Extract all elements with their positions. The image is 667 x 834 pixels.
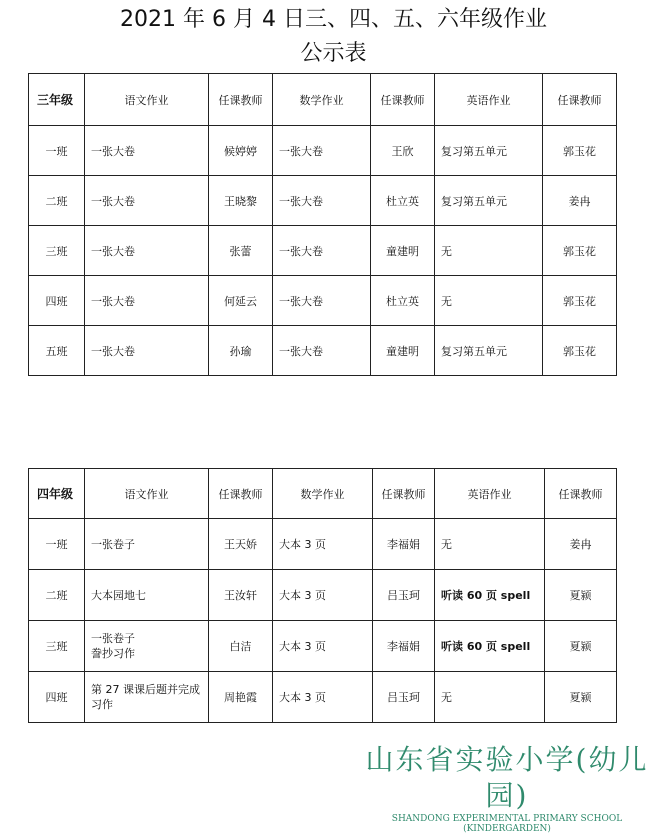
english-teacher: 郭玉花 (543, 276, 617, 326)
grade4-table (28, 468, 617, 723)
english-teacher: 夏颍 (545, 672, 617, 723)
math-hw: 一张大卷 (273, 126, 371, 176)
chinese-hw: 一张大卷 (85, 176, 209, 226)
header-chinese: 语文作业 (85, 469, 209, 519)
header-teacher: 任课教师 (373, 469, 435, 519)
header-teacher: 任课教师 (209, 74, 273, 126)
math-teacher: 李福娟 (373, 519, 435, 570)
class-cell: 四班 (29, 276, 85, 326)
class-cell: 二班 (29, 570, 85, 621)
class-cell: 一班 (29, 126, 85, 176)
english-hw: 复习第五单元 (435, 326, 543, 376)
english-hw: 无 (435, 519, 545, 570)
chinese-teacher: 白洁 (209, 621, 273, 672)
table-row (29, 276, 617, 326)
table-row (29, 519, 617, 570)
math-hw: 一张大卷 (273, 276, 371, 326)
english-hw: 无 (435, 226, 543, 276)
english-teacher: 姜冉 (543, 176, 617, 226)
math-teacher: 吕玉珂 (373, 570, 435, 621)
school-logo (357, 742, 657, 834)
math-teacher: 李福娟 (373, 621, 435, 672)
class-cell: 三班 (29, 226, 85, 276)
header-math: 数学作业 (273, 74, 371, 126)
chinese-teacher: 候婷婷 (209, 126, 273, 176)
math-hw: 大本 3 页 (273, 621, 373, 672)
table-row (29, 570, 617, 621)
table-row (29, 672, 617, 723)
table-row (29, 326, 617, 376)
chinese-hw: 第 27 课课后题并完成习作 (85, 672, 209, 723)
english-teacher: 郭玉花 (543, 226, 617, 276)
table-row (29, 126, 617, 176)
chinese-teacher: 王天娇 (209, 519, 273, 570)
english-hw: 无 (435, 672, 545, 723)
english-hw: 复习第五单元 (435, 176, 543, 226)
table-row (29, 621, 617, 672)
chinese-hw: 一张大卷 (85, 126, 209, 176)
table-row (29, 226, 617, 276)
english-teacher: 郭玉花 (543, 126, 617, 176)
header-english: 英语作业 (435, 469, 545, 519)
class-cell: 三班 (29, 621, 85, 672)
header-chinese: 语文作业 (85, 74, 209, 126)
table-header-row (29, 469, 617, 519)
chinese-teacher: 何延云 (209, 276, 273, 326)
english-teacher: 夏颍 (545, 621, 617, 672)
math-hw: 一张大卷 (273, 226, 371, 276)
chinese-hw: 一张大卷 (85, 226, 209, 276)
class-cell: 一班 (29, 519, 85, 570)
chinese-teacher: 张蕾 (209, 226, 273, 276)
table-row (29, 176, 617, 226)
english-hw: 听读 60 页 spell (435, 621, 545, 672)
math-teacher: 王欣 (371, 126, 435, 176)
english-teacher: 姜冉 (545, 519, 617, 570)
math-teacher: 童建明 (371, 326, 435, 376)
math-teacher: 童建明 (371, 226, 435, 276)
header-teacher: 任课教师 (209, 469, 273, 519)
math-teacher: 杜立英 (371, 276, 435, 326)
school-name-en: SHANDONG EXPERIMENTAL PRIMARY SCHOOL (KINDERGARDEN) (391, 814, 623, 834)
english-teacher: 郭玉花 (543, 326, 617, 376)
chinese-hw: 一张卷子 誊抄习作 (85, 621, 209, 672)
english-hw: 复习第五单元 (435, 126, 543, 176)
chinese-hw: 一张大卷 (85, 326, 209, 376)
school-name-cn: 山东省实验小学(幼儿园) (365, 743, 649, 812)
table-header-row (29, 74, 617, 126)
math-hw: 一张大卷 (273, 176, 371, 226)
page-title: 2021 年 6 月 4 日三、四、五、六年级作业 (120, 7, 547, 32)
class-cell: 二班 (29, 176, 85, 226)
chinese-hw: 一张卷子 (85, 519, 209, 570)
math-hw: 大本 3 页 (273, 672, 373, 723)
chinese-teacher: 王汝轩 (209, 570, 273, 621)
chinese-hw: 大本园地七 (85, 570, 209, 621)
chinese-hw: 一张大卷 (85, 276, 209, 326)
header-teacher: 任课教师 (543, 74, 617, 126)
math-teacher: 吕玉珂 (373, 672, 435, 723)
chinese-teacher: 周艳霞 (209, 672, 273, 723)
math-teacher: 杜立英 (371, 176, 435, 226)
grade-label: 四年级 (29, 469, 85, 519)
page-subtitle: 公示表 (300, 41, 367, 66)
header-teacher: 任课教师 (371, 74, 435, 126)
class-cell: 四班 (29, 672, 85, 723)
english-hw: 无 (435, 276, 543, 326)
chinese-teacher: 王晓黎 (209, 176, 273, 226)
header-math: 数学作业 (273, 469, 373, 519)
grade3-table (28, 73, 617, 376)
english-hw: 听读 60 页 spell (435, 570, 545, 621)
grade-label: 三年级 (29, 74, 85, 126)
math-hw: 大本 3 页 (273, 519, 373, 570)
class-cell: 五班 (29, 326, 85, 376)
header-english: 英语作业 (435, 74, 543, 126)
english-teacher: 夏颍 (545, 570, 617, 621)
header-teacher: 任课教师 (545, 469, 617, 519)
chinese-teacher: 孙瑜 (209, 326, 273, 376)
math-hw: 一张大卷 (273, 326, 371, 376)
math-hw: 大本 3 页 (273, 570, 373, 621)
